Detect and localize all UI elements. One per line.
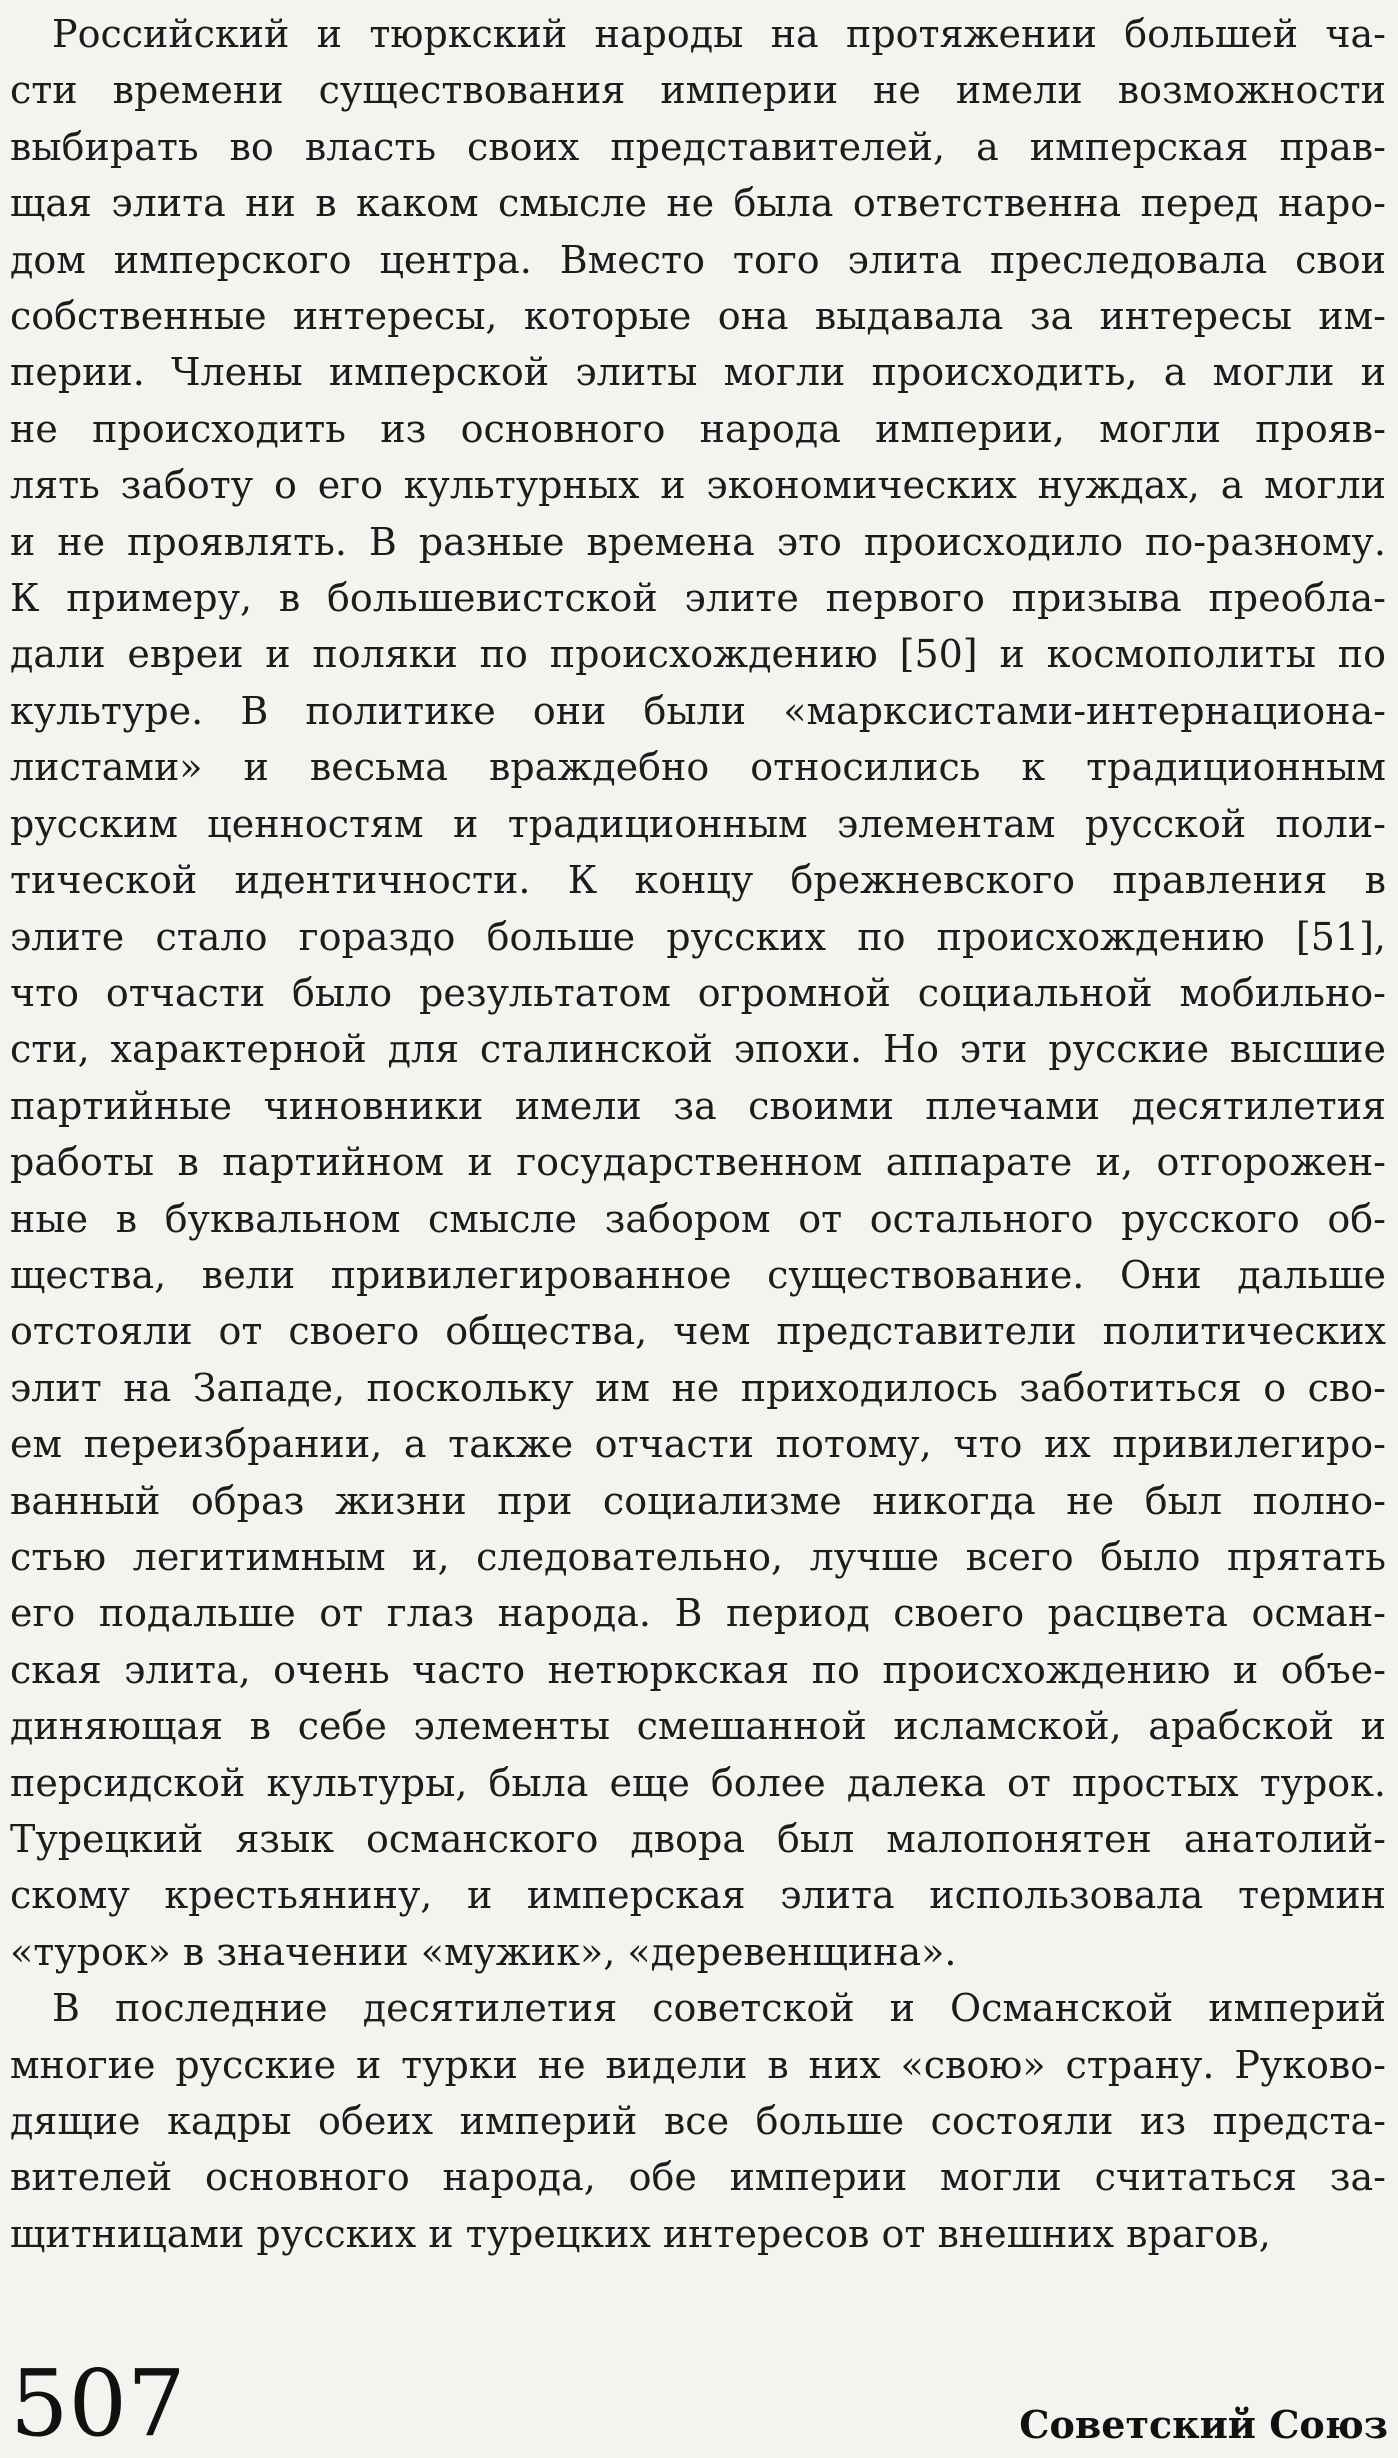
text-line: персидской культуры, была еще более далека от простых турок. bbox=[10, 1760, 1386, 1805]
text-line: работы в партийном и государственном аппарате и, отгорожен- bbox=[10, 1140, 1386, 1185]
text-line: перии. Члены имперской элиты могли происходить, а могли и bbox=[10, 350, 1386, 395]
text-line: многие русские и турки не видели в них «свою» страну. Руково- bbox=[10, 2042, 1386, 2087]
text-line: элите стало гораздо больше русских по происхождению [51], bbox=[10, 914, 1386, 959]
text-line: щитницами русских и турецких интересов от внешних врагов, bbox=[10, 2211, 1271, 2256]
body-text bbox=[10, 6, 1386, 2262]
text-line: ные в буквальном смысле забором от остального русского об- bbox=[10, 1196, 1386, 1241]
text-line: щества, вели привилегированное существование. Они дальше bbox=[10, 1252, 1386, 1297]
text-line: сти, характерной для сталинской эпохи. Но эти русские высшие bbox=[10, 1027, 1386, 1072]
text-line: отстояли от своего общества, чем представители политических bbox=[10, 1309, 1386, 1354]
text-line: скому крестьянину, и имперская элита использовала термин bbox=[10, 1873, 1386, 1918]
text-line: и не проявлять. В разные времена это происходило по-разному. bbox=[10, 519, 1386, 564]
text-line: ская элита, очень часто нетюркская по происхождению и объе- bbox=[10, 1647, 1386, 1692]
text-line: сти времени существования империи не имели возможности bbox=[10, 68, 1386, 113]
text-line: культуре. В политике они были «марксистами-интернациона- bbox=[10, 688, 1386, 733]
running-head: Советский Союз bbox=[1019, 2402, 1388, 2447]
paragraph-1 bbox=[10, 6, 1386, 1980]
text-line: лять заботу о его культурных и экономических нуждах, а могли bbox=[10, 463, 1386, 508]
text-line: не происходить из основного народа империи, могли прояв- bbox=[10, 406, 1386, 451]
text-line: дом имперского центра. Вместо того элита преследовала свои bbox=[10, 237, 1386, 282]
text-line: ванный образ жизни при социализме никогда не был полно- bbox=[10, 1478, 1386, 1523]
text-line: К примеру, в большевистской элите первого призыва преобла- bbox=[10, 576, 1386, 621]
text-line: Турецкий язык османского двора был малопонятен анатолий- bbox=[10, 1817, 1386, 1861]
text-line: русским ценностям и традиционным элементам русской поли- bbox=[10, 801, 1386, 846]
text-line: вителей основного народа, обе империи могли считаться за- bbox=[10, 2155, 1386, 2200]
text-line: выбирать во власть своих представителей, а имперская прав- bbox=[10, 124, 1386, 169]
text-line: что отчасти было результатом огромной социальной мобильно- bbox=[10, 970, 1386, 1015]
page-footer bbox=[10, 2330, 1388, 2457]
page-number: 507 bbox=[10, 2350, 186, 2457]
text-line: листами» и весьма враждебно относились к традиционным bbox=[10, 745, 1386, 790]
text-line: дящие кадры обеих империй все больше состояли из предста- bbox=[10, 2099, 1386, 2144]
text-line: В последние десятилетия советской и Османской империй bbox=[52, 1986, 1386, 2031]
text-line: диняющая в себе элементы смешанной исламской, арабской и bbox=[10, 1704, 1386, 1749]
text-line: «турок» в значении «мужик», «деревенщина». bbox=[10, 1929, 957, 1974]
text-line: Российский и тюркский народы на протяжении большей ча- bbox=[52, 12, 1386, 56]
text-line: партийные чиновники имели за своими плечами десятилетия bbox=[10, 1083, 1386, 1128]
text-line: щая элита ни в каком смысле не была ответственна перед наро- bbox=[10, 181, 1386, 226]
text-line: элит на Западе, поскольку им не приходилось заботиться о сво- bbox=[10, 1365, 1386, 1410]
paragraph-2 bbox=[10, 1980, 1386, 2262]
text-line: его подальше от глаз народа. В период своего расцвета осман- bbox=[10, 1591, 1386, 1636]
text-line: дали евреи и поляки по происхождению [50] и космополиты по bbox=[10, 632, 1386, 677]
text-line: стью легитимным и, следовательно, лучше всего было прятать bbox=[10, 1534, 1386, 1579]
text-line: собственные интересы, которые она выдавала за интересы им- bbox=[10, 294, 1386, 339]
text-line: ем переизбрании, а также отчасти потому, что их привилегиро- bbox=[10, 1422, 1386, 1467]
text-line: тической идентичности. К концу брежневского правления в bbox=[10, 858, 1386, 903]
